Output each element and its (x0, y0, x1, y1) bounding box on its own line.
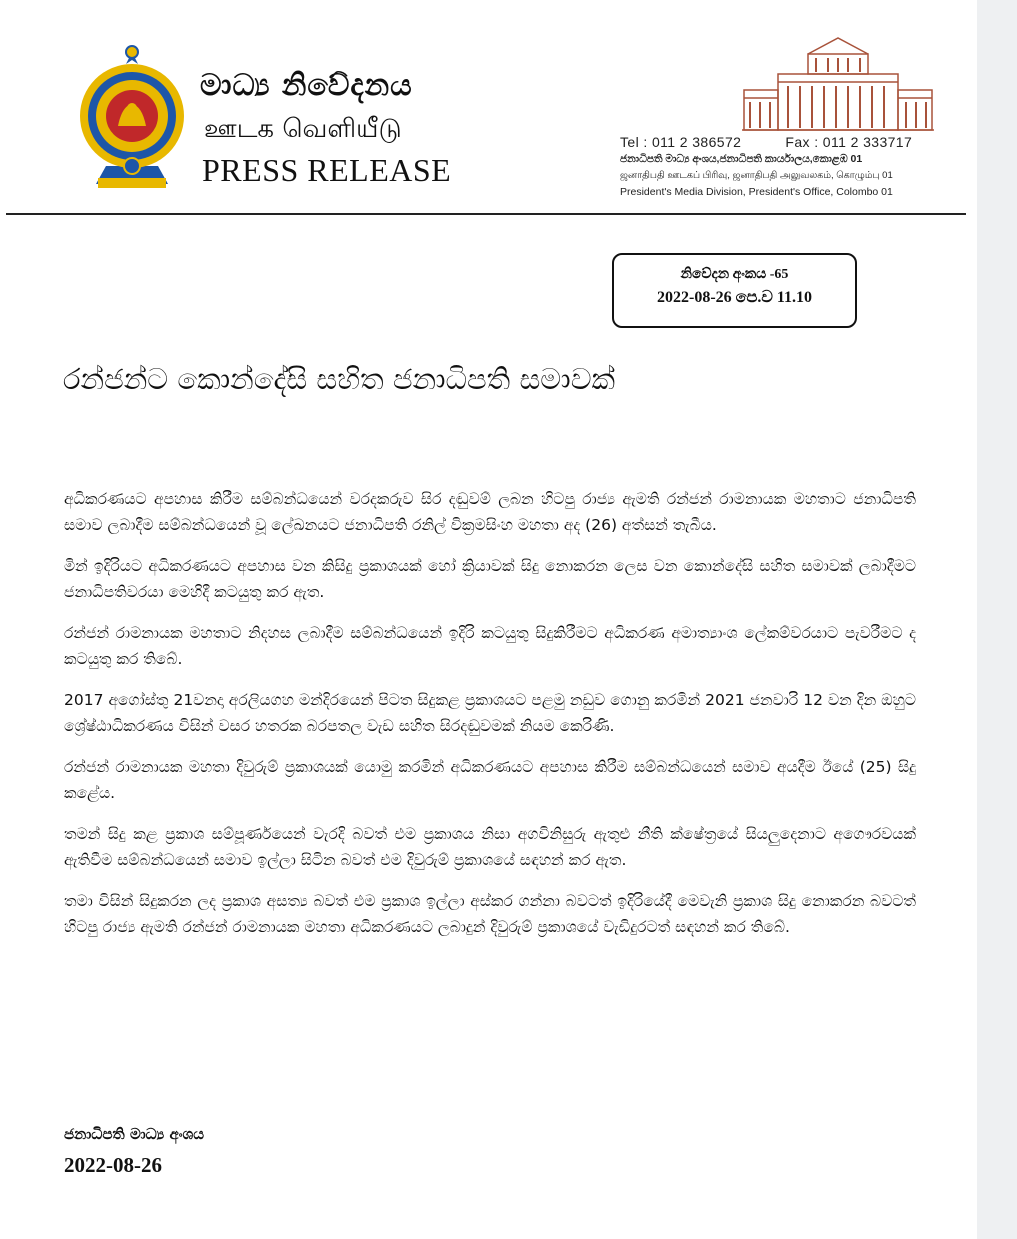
paragraph: තමා විසින් සිදුකරන ලද ප්‍රකාශ අසත්‍ය බවත් එම ප්‍රකාශ ඉල්ලා අස්කර ගන්නා බවටත් ඉදිරියේදී මෙවැනි ප්‍රකාශ සිදු නොකරන බවටත් හිටපු රාජ්‍ය ඇමති රන්ජන් රාමනායක මහතා අධිකරණයට ලබාදුන් දිවුරුම් ප්‍රකාශයේ වැඩිදුරටත් සඳහන් කර තිබේ. (64, 892, 916, 936)
address-tamil: ஜனாதிபதி ஊடகப் பிரிவு, ஜனாதிபதி அலுவலகம், கொழும்பு 01 (620, 170, 893, 181)
release-datetime: 2022-08-26 පෙ.ව 11.10 (656, 289, 812, 306)
paragraph: මින් ඉදිරියට අධිකරණයට අපහාස වන කිසිදු ප්‍රකාශයක් හෝ ක්‍රියාවක් සිදු නොකරන ලෙස වන කොන්දේසි සහිත සමාවක් ලබාදීමට ජනාධිපතිවරයා මෙහිදී කටයුතු කර ඇත. (64, 557, 916, 601)
contact-block (620, 134, 945, 202)
release-number: නිවේදන අංකය -65 (680, 267, 789, 282)
article-body (64, 486, 916, 955)
paragraph: රන්ජන් රාමනායක මහතා දිවුරුම් ප්‍රකාශයක් යොමු කරමින් අධිකරණයට අපහාස කිරීම සම්බන්ධයෙන් සමාව අයදීම ඊයේ (25) සිදු කළේය. (64, 758, 916, 802)
headline: රන්ජන්ට කොන්දේසි සහිත ජනාධිපති සමාවක් (63, 362, 616, 396)
release-reference-box (612, 253, 857, 328)
right-margin-strip (977, 0, 1017, 1239)
paragraph: අධිකරණයට අපහාස කිරීම සම්බන්ධයෙන් වරදකරුව සිර දඬුවම් ලබන හිටපු රාජ්‍ය ඇමති රන්ජන් රාමනායක මහතාට ජනාධිපති සමාව ලබාදීම සම්බන්ධයෙන් වූ ලේඛනයට ජනාධිපති රනිල් වික්‍රමසිංහ මහතා අද (26) අත්සන් තැබීය. (64, 490, 916, 534)
address-english: President's Media Division, President's Office, Colombo 01 (620, 186, 893, 198)
footer-organization: ජනාධිපති මාධ්‍ය අංශය (64, 1125, 205, 1143)
paragraph: රන්ජන් රාමනායක මහතාට නිදහස ලබාදීම සම්බන්ධයෙන් ඉදිරි කටයුතු සිදුකිරීමට අධිකරණ අමාත්‍යාංශ ලේකම්වරයාට පැවරීමට ද කටයුතු කර තිබේ. (64, 624, 916, 668)
title-tamil: ஊடக வெளியீடு (204, 114, 402, 144)
paragraph: තමන් සිදු කළ ප්‍රකාශ සම්පූර්ණයෙන් වැරදි බවත් එම ප්‍රකාශය නිසා අගවිනිසුරු ඇතුළු නීති ක්ෂේත්‍රයේ සියලුදෙනාට අගෞරවයක් ඇතිවීම සම්බන්ධයෙන් සමාව ඉල්ලා සිටින බවත් එම දිවුරුම් ප්‍රකාශයේ සඳහන් කර ඇත. (64, 825, 916, 869)
presidents-office-building-icon (738, 34, 938, 132)
fax-number: Fax : 011 2 333717 (785, 134, 913, 150)
sri-lanka-emblem-icon (76, 38, 188, 194)
title-sinhala: මාධ්‍ය නිවේදනය (200, 68, 413, 103)
footer-date: 2022-08-26 (64, 1153, 162, 1177)
header-divider (6, 213, 966, 215)
address-sinhala: ජනාධිපති මාධ්‍ය අංශය,ජනාධිපති කාර්යාලය,කොළඹ 01 (620, 153, 863, 165)
paragraph: 2017 අගෝස්තු 21වනදා අරලියගහ මන්දිරයෙන් පිටත සිදුකළ ප්‍රකාශයට පළමු නඩුව ගොනු කරමින් 2021 ජනවාරි 12 වන දින ඔහුට ශ්‍රේෂ්ඨාධිකරණය විසින් වසර හතරක බරපතල වැඩ සහිත සිරදඬුවමක් නියම කෙරිණි. (64, 691, 916, 735)
title-english: PRESS RELEASE (202, 152, 452, 188)
telephone-number: Tel : 011 2 386572 (620, 134, 742, 150)
